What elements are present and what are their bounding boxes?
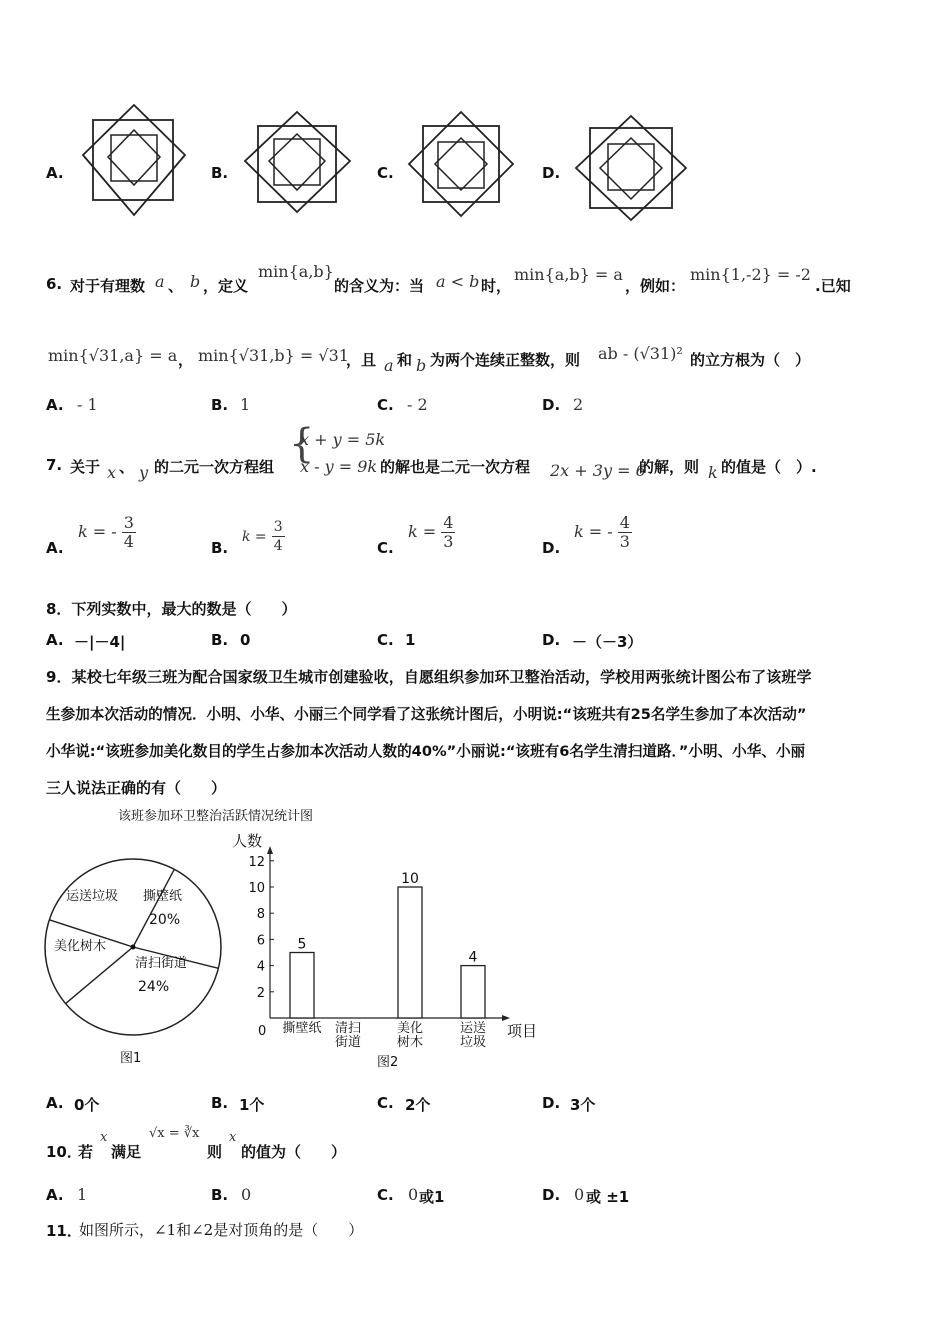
- bar-category-label: 运送: [459, 1021, 487, 1036]
- q7-option-b-letter: B.: [211, 539, 229, 557]
- q6-min-expr: min{a,b}: [258, 262, 334, 281]
- q8-option-b-value: 0: [240, 631, 251, 649]
- q8-option-a-letter: A.: [46, 631, 64, 649]
- q10-option-d-letter: D.: [542, 1186, 561, 1204]
- bar-category-label: 撕壁纸: [282, 1021, 322, 1036]
- q10-option-c-value: 0: [408, 1185, 419, 1204]
- q7-option-d-letter: D.: [542, 539, 561, 557]
- q6-option-c-letter: C.: [377, 396, 394, 414]
- pie-slice-label: 美化树木: [54, 939, 107, 954]
- bar-value-label: 10: [401, 871, 419, 887]
- q10-number: 10．: [46, 1143, 82, 1161]
- q6-text: .已知: [815, 277, 851, 295]
- q7-text: 关于: [70, 458, 101, 476]
- q7-option-a-value: k = - $\frac{3}{4}$: [78, 513, 134, 551]
- q7-text: 的解也是二元一次方程: [380, 458, 531, 476]
- q6-text: ，: [178, 351, 194, 369]
- q7-text: 的解，则: [639, 458, 700, 476]
- q7-option-c-value: k = $\frac{4}{3}$: [408, 513, 454, 551]
- bar-category-label: 街道: [334, 1035, 362, 1050]
- q7-equation-3: 2x + 3y = 6: [550, 461, 646, 480]
- q10-option-d-suffix: 或 ±1: [586, 1188, 630, 1206]
- bar-x-axis-label: 项目: [507, 1022, 538, 1040]
- q5-option-d-letter: D.: [542, 164, 561, 182]
- bar-category-label: 清扫: [334, 1021, 362, 1036]
- q8-option-c-letter: C.: [377, 631, 394, 649]
- pie-slice-label: 运送垃圾: [66, 889, 119, 904]
- q9-option-b-letter: B.: [211, 1094, 229, 1112]
- q8-option-a-value: －|－4|: [74, 633, 126, 651]
- q9-stem-line-4: 三人说法正确的有（ ）: [46, 779, 227, 797]
- q10-equation: √x = ∛x: [149, 1126, 200, 1141]
- bar-value-label: 5: [297, 936, 307, 953]
- q6-var-a: a: [155, 272, 165, 291]
- q9-stem-line-3: 小华说:“该班参加美化数目的学生占参加本次活动人数的40%”小丽说:“该班有6名学生清扫道路．”小明、小华、小丽: [46, 743, 806, 760]
- q6-var-a: a: [384, 356, 394, 375]
- q6-cond-a: min{√31,a} = a: [48, 346, 178, 365]
- q10-text: 则: [207, 1143, 223, 1161]
- star-figure-a-icon: [78, 100, 190, 220]
- bar: [290, 953, 314, 1019]
- bar-y-arrow: [267, 846, 273, 854]
- q5-option-c-letter: C.: [377, 164, 394, 182]
- q7-number: 7.: [46, 456, 63, 474]
- pie-chart: [45, 859, 221, 1066]
- q11-number: 11．: [46, 1222, 82, 1240]
- q8-stem: 8．下列实数中，最大的数是（ ）: [46, 600, 297, 618]
- bar-value-label: 4: [468, 949, 478, 966]
- q10-option-c-suffix: 或1: [419, 1188, 445, 1206]
- q6-text: 的立方根为（ ）: [690, 351, 811, 369]
- q6-option-b-letter: B.: [211, 396, 229, 414]
- pie-slice-label: 清扫街道: [135, 956, 188, 971]
- q6-text: 对于有理数: [70, 277, 146, 295]
- q6-text: 的含义为：当: [334, 277, 425, 295]
- q6-text: ，例如：: [625, 277, 686, 295]
- pie-slice-value: 24%: [138, 979, 170, 995]
- bar-category-label: 垃圾: [459, 1035, 487, 1050]
- q6-option-a-value: - 1: [77, 395, 98, 414]
- q6-cond-b: min{√31,b} = √31: [198, 346, 349, 365]
- q9-stem-line-1: 9．某校七年级三班为配合国家级卫生城市创建验收，自愿组织参加环卫整治活动，学校用两张统计图公布了该班学: [46, 668, 812, 686]
- q6-min-def: min{a,b} = a: [514, 265, 623, 284]
- q7-var-k: k: [708, 463, 718, 482]
- q7-var-x: x: [107, 463, 117, 482]
- q6-text: 为两个连续正整数，则: [430, 351, 581, 369]
- bar-chart: [232, 832, 537, 1070]
- q6-number: 6.: [46, 275, 63, 293]
- q6-option-c-value: - 2: [407, 395, 428, 414]
- q9-option-c-letter: C.: [377, 1094, 394, 1112]
- pie-slice-label: 撕壁纸: [143, 889, 183, 904]
- bar-y-axis-label: 人数: [232, 832, 263, 850]
- star-figure-b-icon: [240, 108, 355, 216]
- bar: [398, 887, 422, 1018]
- q10-text: 若: [78, 1143, 94, 1161]
- q10-var-x: x: [100, 1130, 108, 1145]
- q5-option-b-letter: B.: [211, 164, 229, 182]
- bar-caption: 图2: [377, 1055, 399, 1070]
- pie-slice-value: 20%: [149, 912, 181, 928]
- q6-option-d-value: 2: [573, 395, 584, 414]
- q9-option-d-letter: D.: [542, 1094, 561, 1112]
- bar-y-tick-label: 12: [248, 854, 265, 870]
- bar: [461, 966, 485, 1018]
- q7-equation-2: x - y = 9k: [300, 457, 378, 476]
- bar-origin-label: 0: [258, 1024, 267, 1039]
- q6-sep: 、: [168, 277, 184, 295]
- q9-stem-line-2: 生参加本次活动的情况．小明、小华、小丽三个同学看了这张统计图后，小明说:“该班共有25名学生参加了本次活动”: [46, 706, 807, 723]
- star-figure-c-icon: [405, 108, 517, 220]
- q6-example: min{1,-2} = -2: [690, 265, 811, 284]
- q7-option-c-letter: C.: [377, 539, 394, 557]
- q8-option-d-letter: D.: [542, 631, 561, 649]
- bar-category-label: 树木: [396, 1035, 424, 1050]
- bar-marks: [290, 871, 485, 1018]
- chart-title: 该班参加环卫整治活跃情况统计图: [118, 809, 314, 824]
- q10-text: 满足: [111, 1143, 142, 1161]
- q10-var-x: x: [229, 1130, 237, 1145]
- q6-var-b: b: [416, 356, 427, 375]
- q7-text: 的二元一次方程组: [154, 458, 275, 476]
- bar-y-tick-label: 4: [256, 959, 265, 975]
- pie-center: [131, 945, 136, 950]
- q8-option-b-letter: B.: [211, 631, 229, 649]
- q9-option-d-value: 3个: [570, 1096, 596, 1114]
- bar-y-tick-label: 10: [248, 881, 265, 896]
- q6-text: ，且: [346, 351, 377, 369]
- bar-y-tick-label: 2: [256, 985, 265, 1001]
- q7-option-d-value: k = - $\frac{4}{3}$: [574, 513, 630, 551]
- q5-option-a-letter: A.: [46, 164, 64, 182]
- q7-text: 的值是（ ）.: [721, 458, 817, 476]
- q9-option-c-value: 2个: [405, 1096, 431, 1114]
- q10-option-a-letter: A.: [46, 1186, 64, 1204]
- bar-category-label: 美化: [396, 1021, 424, 1036]
- q6-option-d-letter: D.: [542, 396, 561, 414]
- q9-option-b-value: 1个: [239, 1096, 265, 1114]
- q10-option-c-letter: C.: [377, 1186, 394, 1204]
- bar-y-tick-label: 6: [256, 933, 265, 949]
- q8-option-c-value: 1: [405, 631, 416, 649]
- bar-x-arrow: [502, 1015, 510, 1021]
- q10-option-a-value: 1: [77, 1185, 88, 1204]
- q10-text: 的值为（ ）: [241, 1143, 347, 1161]
- q10-option-b-letter: B.: [211, 1186, 229, 1204]
- q6-condition: a < b: [436, 272, 480, 291]
- bar-y-tick-label: 8: [256, 907, 265, 923]
- q8-option-d-value: －（－3）: [572, 633, 643, 651]
- q11-stem: 如图所示，∠1和∠2是对顶角的是（ ）: [79, 1221, 364, 1239]
- q7-option-a-letter: A.: [46, 539, 64, 557]
- q6-text: 时，: [481, 277, 512, 295]
- pie-caption: 图1: [120, 1051, 142, 1066]
- q6-expression: ab - (√31)²: [598, 344, 683, 363]
- q7-equation-1: x + y = 5k: [300, 430, 386, 449]
- q7-sep: 、: [119, 458, 135, 476]
- q6-text: ，定义: [203, 277, 249, 295]
- activity-chart-figure: [40, 800, 560, 1075]
- q6-text: 和: [397, 351, 413, 369]
- q6-var-b: b: [190, 272, 201, 291]
- star-figure-d-icon: [572, 112, 690, 224]
- q10-option-d-value: 0: [574, 1185, 585, 1204]
- bar-category-labels: [282, 1020, 486, 1050]
- q7-option-b-value: k = $\frac{3}{4}$: [242, 519, 283, 554]
- q7-brace: {: [289, 421, 315, 467]
- q6-option-a-letter: A.: [46, 396, 64, 414]
- q7-var-y: y: [139, 463, 149, 482]
- q10-option-b-value: 0: [241, 1185, 252, 1204]
- q9-option-a-letter: A.: [46, 1094, 64, 1112]
- q9-option-a-value: 0个: [74, 1096, 100, 1114]
- q6-option-b-value: 1: [240, 395, 251, 414]
